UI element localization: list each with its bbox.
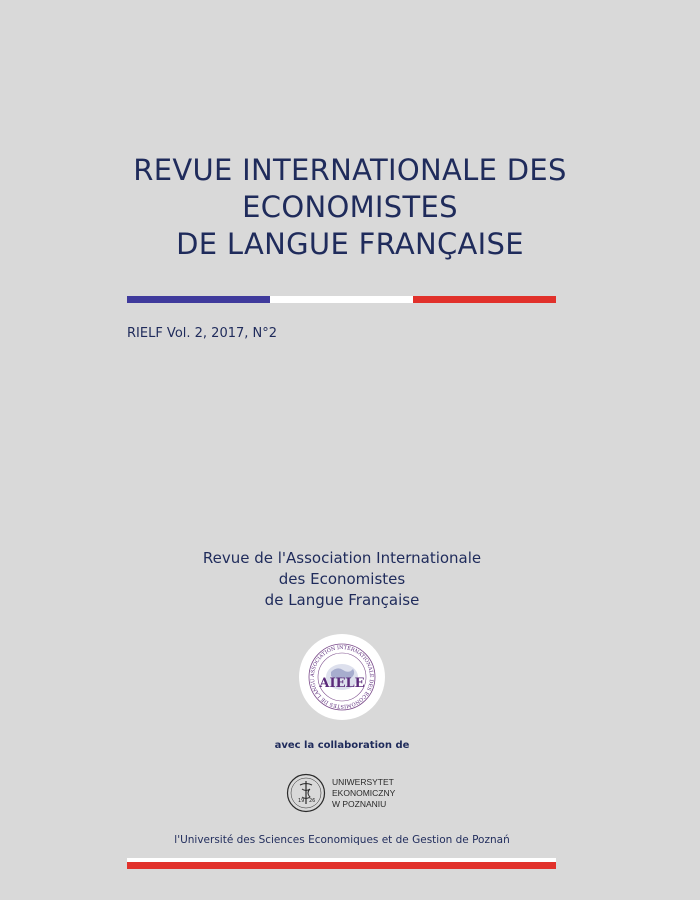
association-line-3: de Langue Française [264,591,420,609]
title-line-2: ECONOMISTES [242,190,458,224]
university-name: l'Université des Sciences Economiques et de Gestion de Poznań [174,834,510,846]
association-line-1: Revue de l'Association Internationale [202,549,482,567]
aiele-logo-text: AIELE [319,676,365,691]
title-line-1: REVUE INTERNATIONALE DES [133,153,567,187]
flag-white-stripe [270,296,413,303]
bottom-red-stripe [127,862,556,869]
title-line-3: DE LANGUE FRANÇAISE [176,227,524,261]
aiele-ring-text: ASSOCIATION INTERNATIONALE DES ECONOMISTES DE LANGU [309,644,375,710]
uep-line-1: UNIWERSYTET [332,776,394,787]
uep-name [332,777,395,810]
uep-year-right: 26 [309,798,316,804]
flag-red-stripe [413,296,556,303]
uep-line-2: EKONOMICZNY [332,787,396,798]
tricolor-bar [127,296,556,303]
association-text [0,548,684,611]
association-line-2: des Economistes [278,570,406,588]
issue-info: RIELF Vol. 2, 2017, N°2 [127,326,278,341]
uep-emblem-icon [286,773,326,813]
uep-line-3: W POZNANIU [332,798,387,809]
aiele-emblem-icon [299,634,385,720]
aiele-logo [299,634,385,720]
collaboration-label: avec la collaboration de [274,740,410,751]
uep-logo [286,773,395,813]
flag-blue-stripe [127,296,270,303]
journal-title [0,152,700,263]
uep-year-left: 19 [298,798,305,804]
bottom-stripe [127,858,556,869]
